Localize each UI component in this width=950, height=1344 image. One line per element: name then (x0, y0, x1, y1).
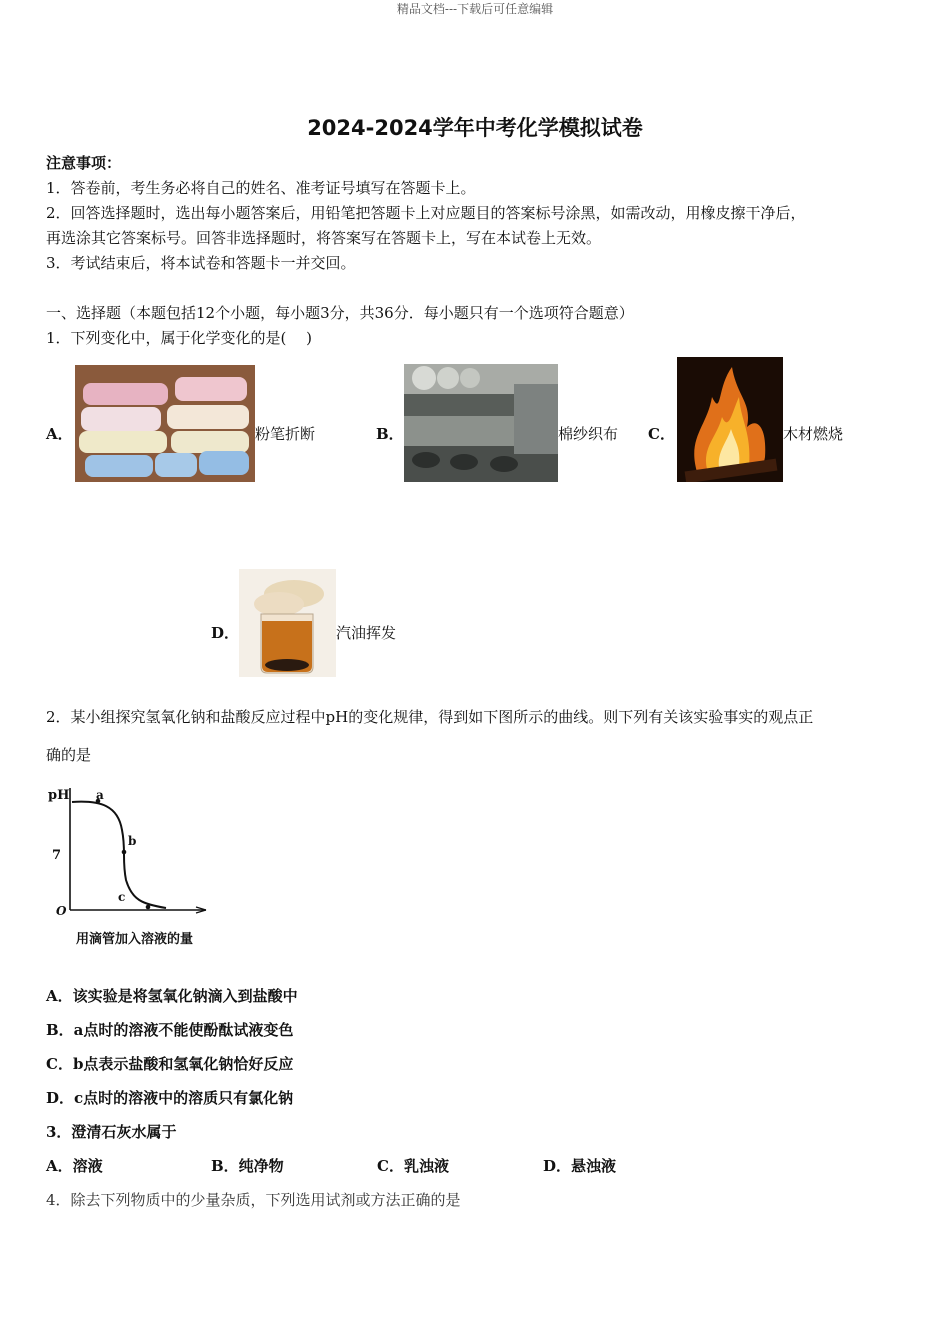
origin-label: O (56, 904, 67, 918)
note-item: 再选涂其它答案标号。回答非选择题时，将答案写在答题卡上，写在本试卷上无效。 (46, 229, 602, 247)
option-c-text: 木材燃烧 (783, 425, 844, 443)
option-d-text: 汽油挥发 (336, 624, 397, 642)
spinning-mill-image (404, 364, 558, 482)
burning-wood-image (677, 357, 783, 482)
q2-option-d: D．c点时的溶液中的溶质只有氯化钠 (46, 1089, 294, 1107)
question-4-stem: 4．除去下列物质中的少量杂质，下列选用试剂或方法正确的是 (46, 1191, 461, 1209)
x-axis-caption: 用滴管加入溶液的量 (76, 932, 194, 947)
ph-curve-graph (46, 780, 216, 952)
question-3-stem: 3．澄清石灰水属于 (46, 1123, 177, 1141)
option-b-text: 棉纱织布 (558, 425, 619, 443)
question-1-stem: 1．下列变化中，属于化学变化的是( ) (46, 329, 313, 347)
q3-option-d: D．悬浊液 (543, 1157, 617, 1175)
point-b-label: b (128, 834, 137, 848)
note-item: 1．答卷前，考生务必将自己的姓名、准考证号填写在答题卡上。 (46, 179, 476, 197)
option-a-text: 粉笔折断 (255, 425, 316, 443)
chalk-image (75, 365, 255, 482)
evaporating-gasoline-image (239, 569, 336, 677)
note-item: 2．回答选择题时，选出每小题答案后，用铅笔把答题卡上对应题目的答案标号涂黑，如需改动，用橡皮擦干净后， (46, 204, 806, 222)
point-c (146, 905, 151, 910)
point-b (122, 850, 127, 855)
option-c-label: C． (648, 425, 675, 443)
page-title: 2024-2024学年中考化学模拟试卷 (307, 116, 643, 140)
section-heading: 一、选择题（本题包括12个小题，每小题3分，共36分．每小题只有一个选项符合题意） (46, 304, 634, 322)
question-2-stem: 2．某小组探究氢氧化钠和盐酸反应过程中pH的变化规律，得到如下图所示的曲线。则下列有关该实验事实的观点正 (46, 708, 814, 726)
q3-option-b: B．纯净物 (211, 1157, 284, 1175)
q2-option-b: B．a点时的溶液不能使酚酞试液变色 (46, 1021, 294, 1039)
q3-option-c: C．乳浊液 (377, 1157, 449, 1175)
q2-option-c: C．b点表示盐酸和氢氧化钠恰好反应 (46, 1055, 294, 1073)
note-item: 3．考试结束后，将本试卷和答题卡一并交回。 (46, 254, 356, 272)
y-axis-label: pH (48, 788, 70, 803)
question-2-stem-cont: 确的是 (46, 746, 92, 764)
y-tick-7: 7 (52, 848, 62, 863)
option-d-label: D． (211, 624, 240, 642)
option-b-label: B． (376, 425, 404, 443)
page-header: 精品文档---下载后可任意编辑 (396, 2, 554, 16)
point-a-label: a (96, 788, 104, 802)
q2-option-a: A．该实验是将氢氧化钠滴入到盐酸中 (46, 987, 298, 1005)
point-c-label: c (118, 890, 126, 904)
notes-heading: 注意事项： (46, 154, 122, 172)
q3-option-a: A．溶液 (46, 1157, 103, 1175)
option-a-label: A． (46, 425, 73, 443)
